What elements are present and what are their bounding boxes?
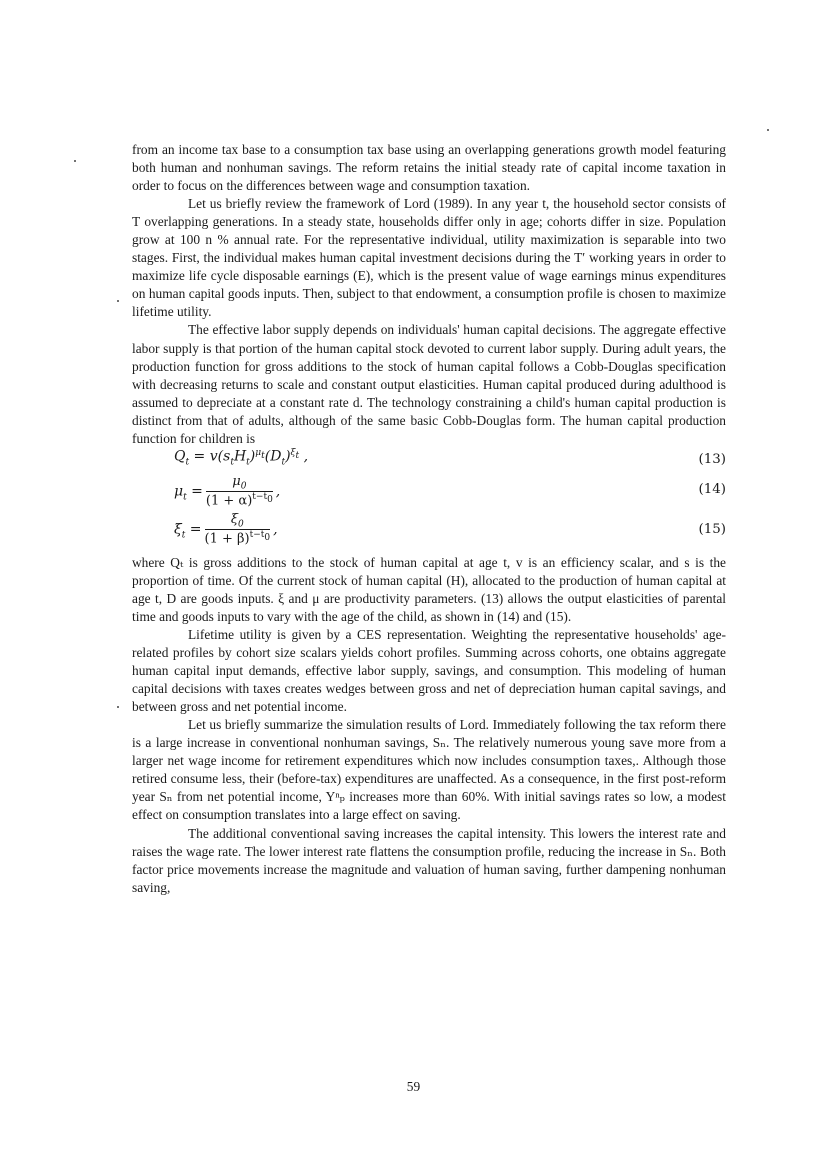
equation-14 [132,474,726,512]
page-number: 59 [406,1079,421,1094]
equation-14-number: (14) [698,481,726,497]
scan-speck [117,300,119,302]
paragraph-4: where Qₜ is gross additions to the stock of human capital at age t, v is an efficiency scalar, and s is the proportion of time. Of the current stock of human capital (H), allocated to the production of human capital at age t, D are goods inputs. ξ and μ are productivity parameters. (13) allows the output elasticities of parental time and goods inputs to vary with the age of the child, as shown in (14) and (15). [132,554,726,624]
paragraph-6: Let us briefly summarize the simulation results of Lord. Immediately following the tax reform there is a large increase in conventional nonhuman savings, Sₙ. The relatively numerous young save more from a larger net wage income for retirement expenditures which now includes consumption taxes,. Although those retired consume less, their (before-tax) expenditures are unaffected. As a consequence, in the first post-reform year Sₙ from net potential income, Yⁿₚ increases more than 60%. With initial savings rates so low, a modest effect on consumption translates into a large effect on saving. [132,717,726,823]
equation-15-math: $\xi_t$ = $\frac{\xi_0}{(1 + \beta)^{t-t_0}}$ , [174,511,278,547]
equation-13-math: $Q_t = v(s_tH_t)^{\mu_t}(D_t)^{\xi_t}$ , [174,447,309,468]
equation-15 [132,512,726,554]
equation-15-number: (15) [698,521,726,537]
equation-14-math: $\mu_t$ = $\frac{\mu_0}{(1 + \alpha)^{t-t_0}}$ , [174,473,281,509]
paragraph-1: from an income tax base to a consumption tax base using an overlapping generations growth model featuring both human and nonhuman savings. The reform retains the initial steady rate of capital income taxation in order to focus on the differences between wage and consumption taxation. [132,142,726,194]
scan-speck [767,129,769,131]
scan-speck [117,706,119,708]
scan-speck [74,160,76,162]
paragraph-5: Lifetime utility is given by a CES representation. Weighting the representative households' age-related profiles by cohort size scalars yields cohort profiles. Summing across cohorts, one obtains aggregate human capital input demands, effective labor supply, savings, and consumption. This modeling of human capital decisions with taxes creates wedges between gross and net of depreciation human capital savings, and between gross and net potential income. [132,626,726,715]
page-body [132,141,726,897]
paragraph-7: The additional conventional saving increases the capital intensity. This lowers the interest rate and raises the wage rate. The lower interest rate flattens the consumption profile, reducing the increase in Sₙ. Both factor price movements increase the magnitude and valuation of human saving, further dampening nonhuman saving, [132,825,726,895]
equation-13-number: (13) [698,451,726,467]
paragraph-2: Let us briefly review the framework of Lord (1989). In any year t, the household sector consists of T overlapping generations. In a steady state, households differ only in age; cohorts differ in size. Population grow at 100 n % annual rate. For the representative individual, utility maximization is separable into two stages. First, the individual makes human capital investment decisions during the T′ working years in order to maximize life cycle disposable earnings (E), which is the present value of wage earnings minus expenditures on human capital goods inputs. Then, subject to that endowment, a consumption profile is chosen to maximize lifetime utility. [132,196,726,320]
equation-13 [132,448,726,474]
paragraph-3: The effective labor supply depends on individuals' human capital decisions. The aggregate effective labor supply is that portion of the human capital stock devoted to current labor supply. During adult years, the production function for gross additions to the stock of human capital follows a Cobb-Douglas specification with decreasing returns to scale and constant output elasticities. Human capital produced during adulthood is assumed to depreciate at a constant rate d. The technology constraining a child's human capital production is distinct from that of adults, although of the same basic Cobb-Douglas form. The human capital production function for children is [132,322,726,446]
